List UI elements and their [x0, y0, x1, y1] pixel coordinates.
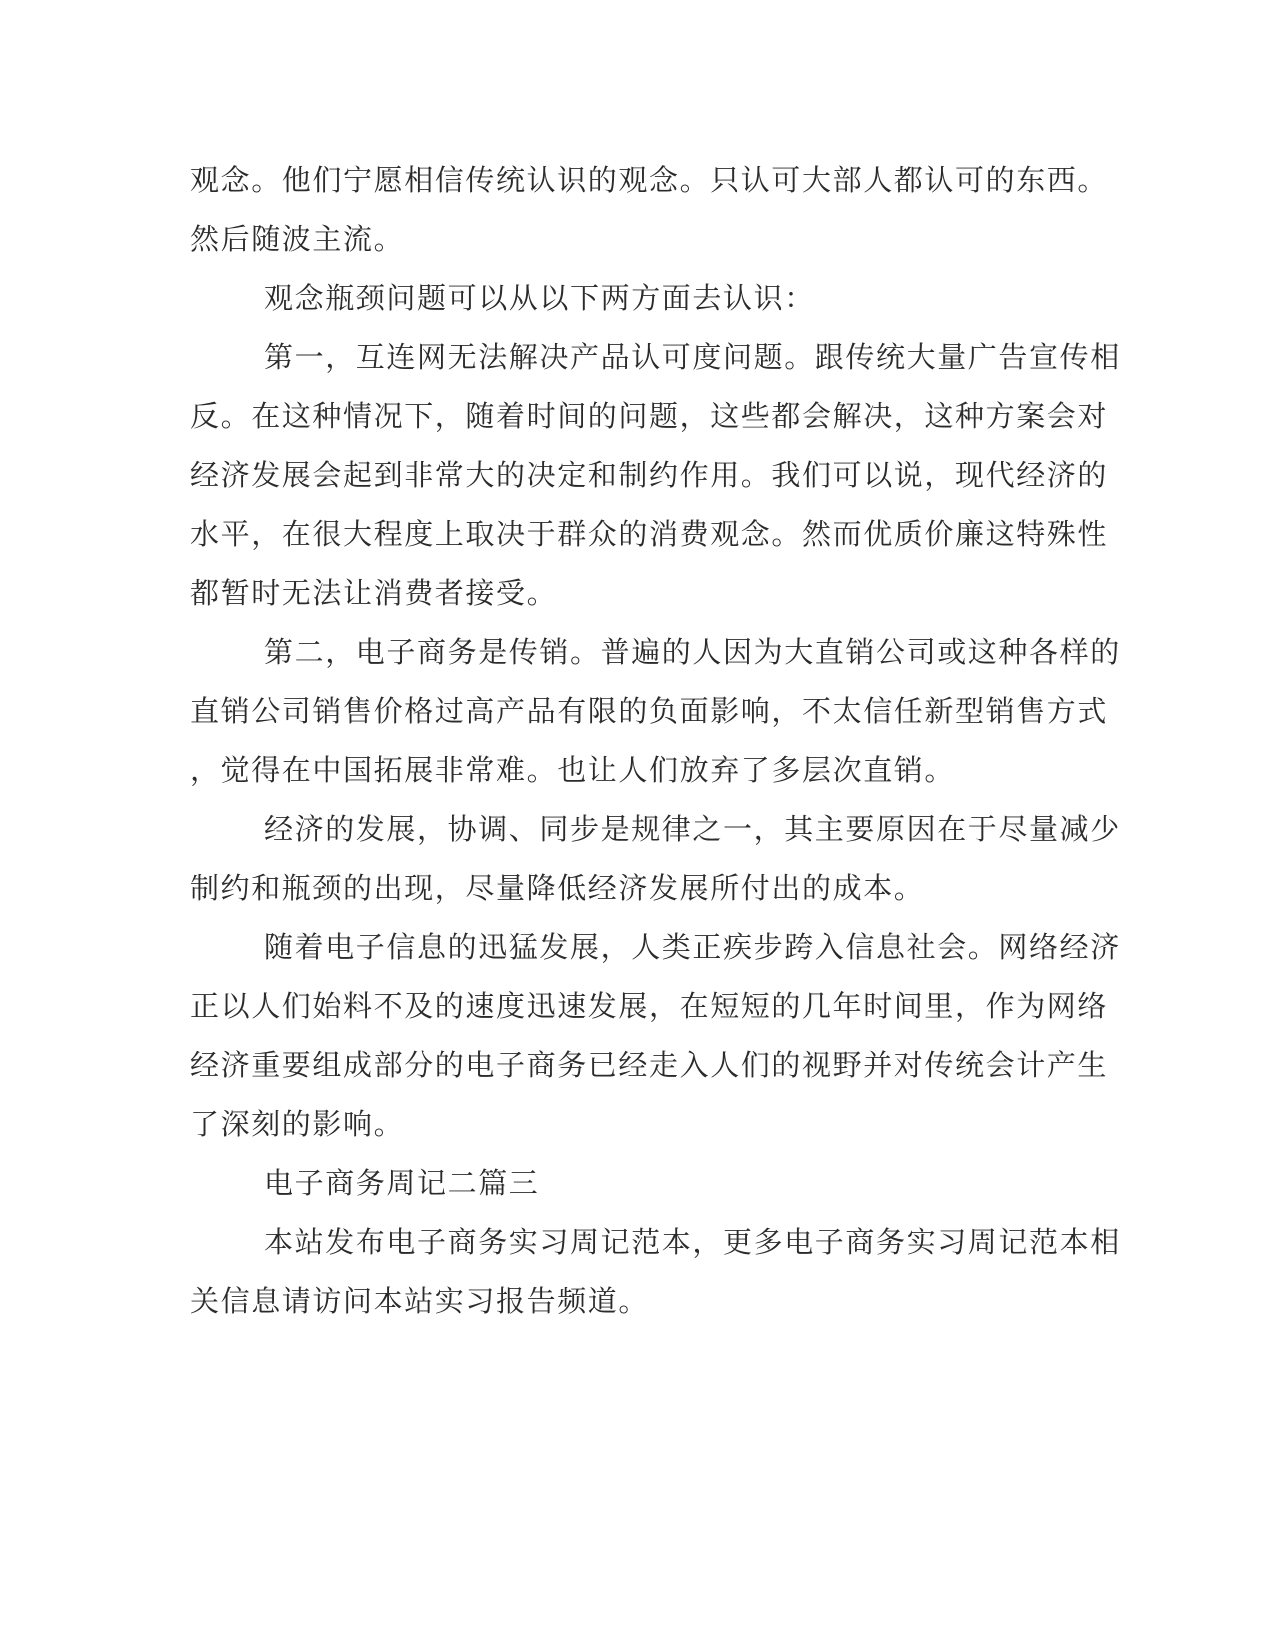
text-line: 观念。他们宁愿相信传统认识的观念。只认可大部人都认可的东西。 — [190, 163, 1109, 197]
text-line: 随着电子信息的迅猛发展，人类正疾步跨入信息社会。网络经济 — [264, 930, 1121, 964]
text-line: 直销公司销售价格过高产品有限的负面影响，不太信任新型销售方式 — [190, 694, 1109, 728]
text-line: 了深刻的影响。 — [190, 1107, 405, 1141]
text-line: ，觉得在中国拓展非常难。也让人们放弃了多层次直销。 — [190, 753, 956, 787]
text-line: 经济发展会起到非常大的决定和制约作用。我们可以说，现代经济的 — [190, 458, 1109, 492]
text-line: 制约和瓶颈的出现，尽量降低经济发展所付出的成本。 — [190, 871, 925, 905]
text-line: 正以人们始料不及的速度迅速发展，在短短的几年时间里，作为网络 — [190, 989, 1109, 1023]
text-line: 水平，在很大程度上取决于群众的消费观念。然而优质价廉这特殊性 — [190, 517, 1109, 551]
text-line: 经济的发展，协调、同步是规律之一，其主要原因在于尽量减少 — [264, 812, 1121, 846]
text-line: 第二，电子商务是传销。普遍的人因为大直销公司或这种各样的 — [264, 635, 1121, 669]
text-line: 反。在这种情况下，随着时间的问题，这些都会解决，这种方案会对 — [190, 399, 1109, 433]
section-title: 电子商务周记二篇三 — [264, 1166, 540, 1200]
text-line: 经济重要组成部分的电子商务已经走入人们的视野并对传统会计产生 — [190, 1048, 1109, 1082]
text-line: 观念瓶颈问题可以从以下两方面去认识： — [264, 281, 815, 315]
text-line: 本站发布电子商务实习周记范本，更多电子商务实习周记范本相 — [264, 1225, 1121, 1259]
text-line: 关信息请访问本站实习报告频道。 — [190, 1284, 650, 1318]
text-line: 然后随波主流。 — [190, 222, 405, 256]
text-line: 第一，互连网无法解决产品认可度问题。跟传统大量广告宣传相 — [264, 340, 1121, 374]
text-line: 都暂时无法让消费者接受。 — [190, 576, 558, 610]
